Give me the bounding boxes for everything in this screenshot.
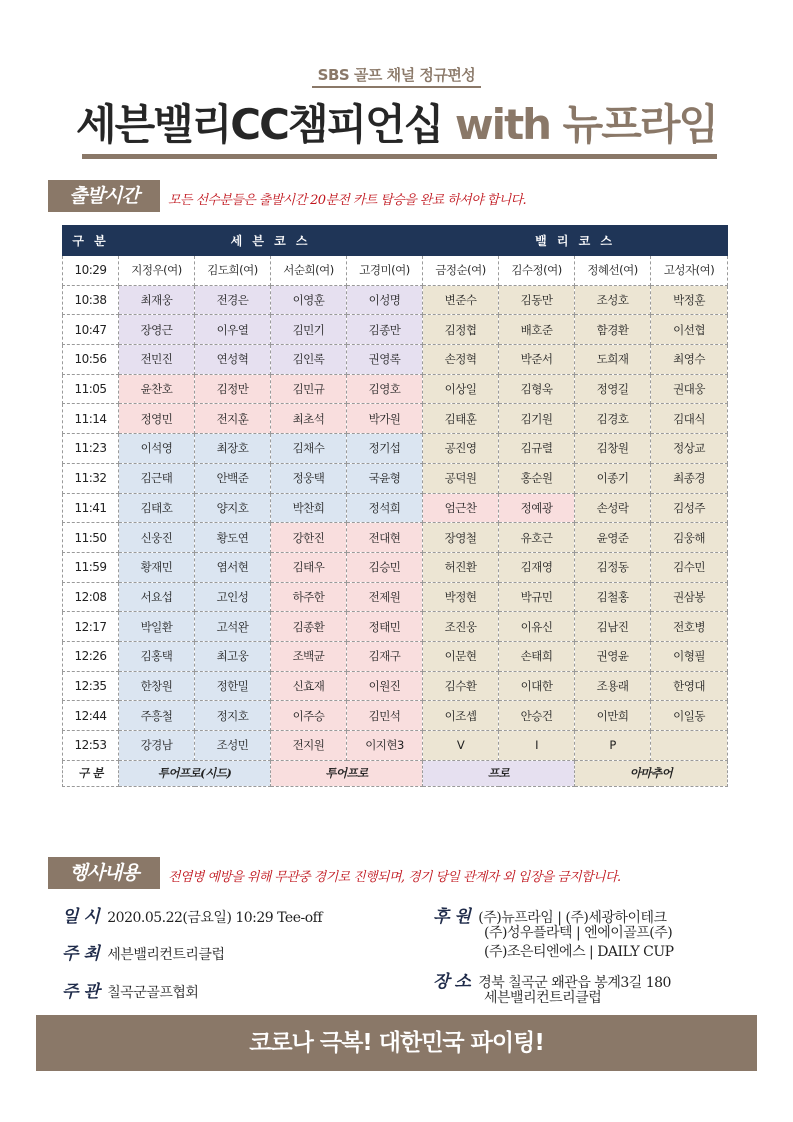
legend-tour-pro: 투어프로 xyxy=(271,760,423,786)
player-cell: 이종기 xyxy=(575,463,651,493)
sponsor-line-1: (주)뉴프라임 | (주)세광하이테크 xyxy=(478,910,667,926)
player-cell: 이일동 xyxy=(651,701,728,731)
player-cell: 이영훈 xyxy=(271,285,347,315)
player-cell: 정영길 xyxy=(575,374,651,404)
player-cell: 이만희 xyxy=(575,701,651,731)
player-cell: 염서현 xyxy=(195,552,271,582)
legend-row xyxy=(63,760,728,786)
tee-time-cell: 10:56 xyxy=(63,345,119,375)
player-cell: 김재구 xyxy=(347,641,423,671)
player-cell: 정기섭 xyxy=(347,434,423,464)
player-cell: 하주한 xyxy=(271,582,347,612)
player-cell: 연성혁 xyxy=(195,345,271,375)
legend-label: 구 분 xyxy=(63,760,119,786)
table-row xyxy=(63,285,728,315)
table-row xyxy=(63,463,728,493)
table-row xyxy=(63,434,728,464)
sponsor-line-3: (주)조은티엔에스 | DAILY CUP xyxy=(484,944,674,960)
player-cell: 한영대 xyxy=(651,671,728,701)
player-cell: 김경호 xyxy=(575,404,651,434)
tee-time-cell: 11:14 xyxy=(63,404,119,434)
player-cell: 김수민 xyxy=(651,552,728,582)
player-cell: 장영근 xyxy=(119,315,195,345)
table-row xyxy=(63,701,728,731)
event-organizer xyxy=(62,977,198,1002)
player-cell: 김규렬 xyxy=(499,434,575,464)
tee-time-rows xyxy=(63,256,728,761)
player-cell: 김채수 xyxy=(271,434,347,464)
player-cell: 전호병 xyxy=(651,612,728,642)
table-row xyxy=(63,404,728,434)
player-cell: 홍순원 xyxy=(499,463,575,493)
player-cell: 공덕원 xyxy=(423,463,499,493)
tee-time-cell: 12:26 xyxy=(63,641,119,671)
table-row xyxy=(63,612,728,642)
player-cell: I xyxy=(499,731,575,761)
player-cell: 도희재 xyxy=(575,345,651,375)
player-cell: 박준서 xyxy=(499,345,575,375)
organizer-label: 주 관 xyxy=(62,982,100,1002)
player-cell: 강경남 xyxy=(119,731,195,761)
player-cell: 조성민 xyxy=(195,731,271,761)
player-cell: 이대한 xyxy=(499,671,575,701)
player-cell: 김종환 xyxy=(271,612,347,642)
player-cell: 고성자(여) xyxy=(651,256,728,286)
player-cell: 조백균 xyxy=(271,641,347,671)
player-cell: 최영수 xyxy=(651,345,728,375)
player-cell: 이형필 xyxy=(651,641,728,671)
player-cell: 김형욱 xyxy=(499,374,575,404)
player-cell: 서순희(여) xyxy=(271,256,347,286)
player-cell: 조성호 xyxy=(575,285,651,315)
player-cell: 이문현 xyxy=(423,641,499,671)
venue-label: 장 소 xyxy=(433,972,471,992)
player-cell: 김홍택 xyxy=(119,641,195,671)
player-cell: 정석희 xyxy=(347,493,423,523)
player-cell: 김태훈 xyxy=(423,404,499,434)
course-header-seven: 세 븐 코 스 xyxy=(119,226,423,256)
player-cell: 배호준 xyxy=(499,315,575,345)
player-cell: 김성주 xyxy=(651,493,728,523)
tee-time-cell: 12:08 xyxy=(63,582,119,612)
player-cell: 김동만 xyxy=(499,285,575,315)
player-cell: 김민기 xyxy=(271,315,347,345)
player-cell: 신효재 xyxy=(271,671,347,701)
player-cell: 김정만 xyxy=(195,374,271,404)
player-cell: 정웅택 xyxy=(271,463,347,493)
player-cell: 이성명 xyxy=(347,285,423,315)
player-cell: 국윤형 xyxy=(347,463,423,493)
table-row xyxy=(63,315,728,345)
page-title xyxy=(0,92,793,152)
player-cell: 김웅해 xyxy=(651,523,728,553)
sponsor-label: 후 원 xyxy=(433,907,471,927)
player-cell: 전대현 xyxy=(347,523,423,553)
table-row xyxy=(63,493,728,523)
player-cell: 김정동 xyxy=(575,552,651,582)
player-cell: 최장호 xyxy=(195,434,271,464)
player-cell: 서요섭 xyxy=(119,582,195,612)
player-cell: 이우열 xyxy=(195,315,271,345)
player-cell: 김근태 xyxy=(119,463,195,493)
player-cell: 전경은 xyxy=(195,285,271,315)
player-cell: 김태호 xyxy=(119,493,195,523)
event-section-label: 행사내용 xyxy=(48,857,160,889)
player-cell: 고경미(여) xyxy=(347,256,423,286)
player-cell: 조용래 xyxy=(575,671,651,701)
player-cell: 손성락 xyxy=(575,493,651,523)
player-cell: 윤영준 xyxy=(575,523,651,553)
column-header-division: 구 분 xyxy=(63,226,119,256)
tee-time-cell: 12:44 xyxy=(63,701,119,731)
player-cell: 김재영 xyxy=(499,552,575,582)
player-cell: 김도희(여) xyxy=(195,256,271,286)
tee-time-cell: 11:32 xyxy=(63,463,119,493)
player-cell: 이석영 xyxy=(119,434,195,464)
table-row xyxy=(63,582,728,612)
player-cell: 조진웅 xyxy=(423,612,499,642)
player-cell: 박가원 xyxy=(347,404,423,434)
player-cell: 최초석 xyxy=(271,404,347,434)
player-cell: 권대웅 xyxy=(651,374,728,404)
player-cell: 정상교 xyxy=(651,434,728,464)
player-cell: 권영윤 xyxy=(575,641,651,671)
sponsor-line-2: (주)성우플라텍 | 엔에이골프(주) xyxy=(484,925,673,941)
title-main: 세븐밸리CC챔피언십 xyxy=(76,100,443,149)
player-cell: 김태우 xyxy=(271,552,347,582)
player-cell: 김민규 xyxy=(271,374,347,404)
tee-time-table xyxy=(62,225,728,787)
player-cell: 변준수 xyxy=(423,285,499,315)
player-cell: 박찬희 xyxy=(271,493,347,523)
player-cell: 김기원 xyxy=(499,404,575,434)
player-cell: 박일환 xyxy=(119,612,195,642)
tee-time-cell: 12:35 xyxy=(63,671,119,701)
player-cell: 박정훈 xyxy=(651,285,728,315)
schedule-section-label: 출발시간 xyxy=(48,180,160,212)
legend-amateur: 아마추어 xyxy=(575,760,728,786)
player-cell: 장영철 xyxy=(423,523,499,553)
organizer-value: 칠곡군골프협회 xyxy=(107,985,199,1001)
subtitle-wrap xyxy=(0,64,793,88)
player-cell: 김철홍 xyxy=(575,582,651,612)
player-cell: 안승건 xyxy=(499,701,575,731)
table-row xyxy=(63,641,728,671)
tee-time-cell: 12:53 xyxy=(63,731,119,761)
tee-time-cell: 11:41 xyxy=(63,493,119,523)
legend-pro: 프로 xyxy=(423,760,575,786)
player-cell: V xyxy=(423,731,499,761)
player-cell: 전지원 xyxy=(271,731,347,761)
player-cell: 허진환 xyxy=(423,552,499,582)
player-cell: 지정우(여) xyxy=(119,256,195,286)
host-value: 세븐밸리컨트리클럽 xyxy=(107,947,225,963)
player-cell: 금정순(여) xyxy=(423,256,499,286)
player-cell: 정태민 xyxy=(347,612,423,642)
player-cell: 손정혁 xyxy=(423,345,499,375)
player-cell: 정예광 xyxy=(499,493,575,523)
player-cell: 김정협 xyxy=(423,315,499,345)
player-cell: 황재민 xyxy=(119,552,195,582)
player-cell: 이상일 xyxy=(423,374,499,404)
player-cell: 김영호 xyxy=(347,374,423,404)
player-cell: 김대식 xyxy=(651,404,728,434)
table-row xyxy=(63,523,728,553)
player-cell: 윤찬호 xyxy=(119,374,195,404)
player-cell: 박정현 xyxy=(423,582,499,612)
player-cell: 이주승 xyxy=(271,701,347,731)
table-row xyxy=(63,345,728,375)
player-cell: 김종만 xyxy=(347,315,423,345)
player-cell: 권영록 xyxy=(347,345,423,375)
tee-time-cell: 11:50 xyxy=(63,523,119,553)
date-label: 일 시 xyxy=(62,907,100,927)
tee-time-cell: 10:47 xyxy=(63,315,119,345)
player-cell: 정혜선(여) xyxy=(575,256,651,286)
event-section-note: 전염병 예방을 위해 무관중 경기로 진행되며, 경기 당일 관계자 외 입장을 금지합니다. xyxy=(168,870,621,885)
tee-time-cell: 10:38 xyxy=(63,285,119,315)
player-cell: 김민석 xyxy=(347,701,423,731)
player-cell: 정지호 xyxy=(195,701,271,731)
date-value: 2020.05.22(금요일) 10:29 Tee-off xyxy=(107,910,323,926)
player-cell: 이선협 xyxy=(651,315,728,345)
player-cell: 전민진 xyxy=(119,345,195,375)
closing-banner: 코로나 극복! 대한민국 파이팅! xyxy=(36,1015,757,1071)
player-cell: 최고웅 xyxy=(195,641,271,671)
player-cell: 이유신 xyxy=(499,612,575,642)
player-cell: 안백준 xyxy=(195,463,271,493)
tee-time-cell: 11:05 xyxy=(63,374,119,404)
player-cell: 양지호 xyxy=(195,493,271,523)
player-cell: 엄근찬 xyxy=(423,493,499,523)
tee-time-cell: 11:59 xyxy=(63,552,119,582)
course-header-valley: 밸 리 코 스 xyxy=(423,226,728,256)
player-cell: 권삼봉 xyxy=(651,582,728,612)
player-cell: 신웅진 xyxy=(119,523,195,553)
table-row xyxy=(63,256,728,286)
tee-time-cell: 12:17 xyxy=(63,612,119,642)
player-cell: 이원진 xyxy=(347,671,423,701)
table-row xyxy=(63,671,728,701)
player-cell: 김수환 xyxy=(423,671,499,701)
venue-line-2: 세븐밸리컨트리클럽 xyxy=(484,990,602,1006)
player-cell: 정영민 xyxy=(119,404,195,434)
venue-line-1: 경북 칠곡군 왜관읍 봉계3길 180 xyxy=(478,975,671,991)
player-cell: 전지훈 xyxy=(195,404,271,434)
table-row xyxy=(63,731,728,761)
player-cell: 김창원 xyxy=(575,434,651,464)
table-header-row xyxy=(63,226,728,256)
player-cell: 전제원 xyxy=(347,582,423,612)
title-with: with 뉴프라임 xyxy=(454,100,717,149)
legend-tour-pro-seed: 투어프로(시드) xyxy=(119,760,271,786)
player-cell: 황도연 xyxy=(195,523,271,553)
player-cell: 박규민 xyxy=(499,582,575,612)
schedule-section-note: 모든 선수분들은 출발시간 20분전 카트 탑승을 완료 하셔야 합니다. xyxy=(168,193,527,208)
player-cell: P xyxy=(575,731,651,761)
table-row xyxy=(63,374,728,404)
table-row xyxy=(63,552,728,582)
title-divider xyxy=(82,154,717,159)
tee-time-cell: 10:29 xyxy=(63,256,119,286)
player-cell: 이지현3 xyxy=(347,731,423,761)
player-cell: 이조셉 xyxy=(423,701,499,731)
event-host xyxy=(62,939,224,964)
player-cell: 고석완 xyxy=(195,612,271,642)
player-cell: 공진영 xyxy=(423,434,499,464)
event-date xyxy=(62,902,322,927)
channel-subtitle: SBS 골프 채널 정규편성 xyxy=(312,64,482,88)
host-label: 주 최 xyxy=(62,944,100,964)
player-cell xyxy=(651,731,728,761)
player-cell: 김수정(여) xyxy=(499,256,575,286)
player-cell: 유호근 xyxy=(499,523,575,553)
player-cell: 강한진 xyxy=(271,523,347,553)
player-cell: 최재웅 xyxy=(119,285,195,315)
player-cell: 김승민 xyxy=(347,552,423,582)
player-cell: 고인성 xyxy=(195,582,271,612)
player-cell: 손태희 xyxy=(499,641,575,671)
player-cell: 주흥철 xyxy=(119,701,195,731)
player-cell: 함경환 xyxy=(575,315,651,345)
player-cell: 김인록 xyxy=(271,345,347,375)
player-cell: 김남진 xyxy=(575,612,651,642)
player-cell: 한창원 xyxy=(119,671,195,701)
player-cell: 최종경 xyxy=(651,463,728,493)
tee-time-cell: 11:23 xyxy=(63,434,119,464)
player-cell: 정한밀 xyxy=(195,671,271,701)
